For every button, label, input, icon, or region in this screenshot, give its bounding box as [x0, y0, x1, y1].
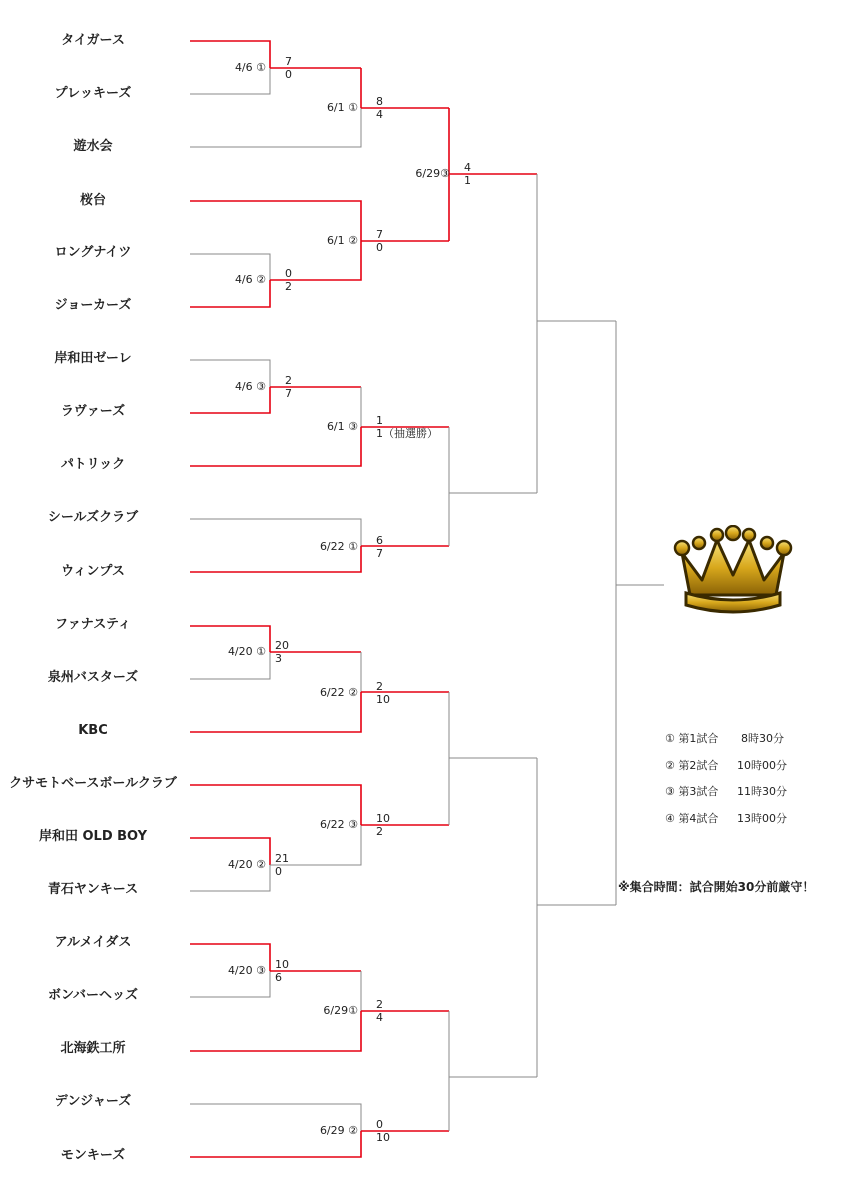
match-score: 20 [275, 639, 289, 652]
match-date: 4/6 ① [234, 61, 266, 74]
team-name: デンジャーズ [54, 1094, 132, 1109]
team-name: プレッキーズ [54, 86, 132, 101]
match-score: 7 [285, 387, 292, 400]
match-date: 4/20 ② [227, 858, 266, 871]
match-date: 4/6 ③ [234, 380, 266, 393]
team-name: ウィンプス [61, 564, 125, 579]
match-score: 4 [376, 1011, 383, 1024]
match-score: 0 [275, 865, 282, 878]
team-name: 桜台 [79, 193, 106, 208]
match-date: 6/22 ③ [319, 818, 358, 831]
match-score: 1 [464, 174, 471, 187]
schedule-row [665, 732, 784, 746]
assembly-notice: ※集合時間：試合開始30分前厳守！ [618, 880, 815, 894]
team-name: クサモトベースボールクラブ [9, 776, 177, 791]
team-name: パトリック [60, 457, 126, 472]
match-score: 10 [275, 958, 289, 971]
match-score: 7 [285, 55, 292, 68]
match-score: 6 [376, 534, 383, 547]
match-score: 7 [376, 547, 383, 560]
match-score: 10 [376, 812, 390, 825]
match-score: 2 [376, 680, 383, 693]
match-score: 4 [464, 161, 471, 174]
schedule-no: ② 第2試合 [665, 759, 719, 772]
match-score: 6 [275, 971, 282, 984]
match-score: 2 [376, 998, 383, 1011]
match-score: 8 [376, 95, 383, 108]
match-date: 4/20 ③ [227, 964, 266, 977]
match-score: 2 [376, 825, 383, 838]
match-date: 6/1 ③ [326, 420, 358, 433]
schedule-row [665, 812, 787, 826]
schedule-time: 10時00分 [737, 759, 787, 772]
match-date: 6/22 ② [319, 686, 358, 699]
schedule-row [665, 759, 787, 773]
schedule-no: ③ 第3試合 [665, 785, 719, 798]
team-name: 岸和田ゼーレ [54, 351, 132, 366]
team-name: ボンバーヘッズ [47, 988, 139, 1003]
match-score: 0 [376, 241, 383, 254]
match-date: 6/22 ① [319, 540, 358, 553]
match-score: 2 [285, 374, 292, 387]
crown-icon [672, 525, 794, 615]
schedule-row [665, 785, 787, 799]
team-name: 北海鉄工所 [60, 1041, 126, 1056]
team-name: 泉州バスターズ [47, 670, 139, 685]
schedule-time: 8時30分 [741, 732, 784, 745]
team-name: モンキーズ [60, 1148, 126, 1163]
team-name: シールズクラブ [47, 510, 139, 525]
match-date: 4/20 ① [227, 645, 266, 658]
team-name: ジョーカーズ [54, 298, 132, 313]
schedule-time: 13時00分 [737, 812, 787, 825]
team-name: ラヴァーズ [60, 404, 126, 419]
match-score: 4 [376, 108, 383, 121]
match-date: 6/1 ① [326, 101, 358, 114]
match-score: 2 [285, 280, 292, 293]
match-score: 1（抽選勝） [376, 427, 438, 440]
match-score: 3 [275, 652, 282, 665]
team-name: タイガース [61, 33, 125, 48]
winner-line [190, 1011, 361, 1051]
match-score: 21 [275, 852, 289, 865]
team-name: ファナスティ [55, 617, 131, 632]
team-name: 青石ヤンキース [47, 882, 139, 897]
match-date: 6/29 ② [319, 1124, 358, 1137]
team-name: 遊水会 [73, 139, 113, 154]
team-name: KBC [78, 723, 108, 738]
team-name: アルメイダス [54, 935, 132, 950]
match-date: 6/29③ [415, 167, 450, 180]
match-date: 4/6 ② [234, 273, 266, 286]
team-name: ロングナイツ [54, 245, 132, 260]
match-score: 0 [285, 68, 292, 81]
match-date: 6/1 ② [326, 234, 358, 247]
schedule-time: 11時30分 [737, 785, 787, 798]
schedule-no: ① 第1試合 [665, 732, 719, 745]
match-score: 7 [376, 228, 383, 241]
match-score: 0 [376, 1118, 383, 1131]
match-score: 10 [376, 1131, 390, 1144]
match-score: 0 [285, 267, 292, 280]
team-name: 岸和田 OLD BOY [38, 829, 148, 844]
match-score: 10 [376, 693, 390, 706]
match-score: 1 [376, 414, 383, 427]
schedule-no: ④ 第4試合 [665, 812, 719, 825]
match-date: 6/29① [323, 1004, 358, 1017]
